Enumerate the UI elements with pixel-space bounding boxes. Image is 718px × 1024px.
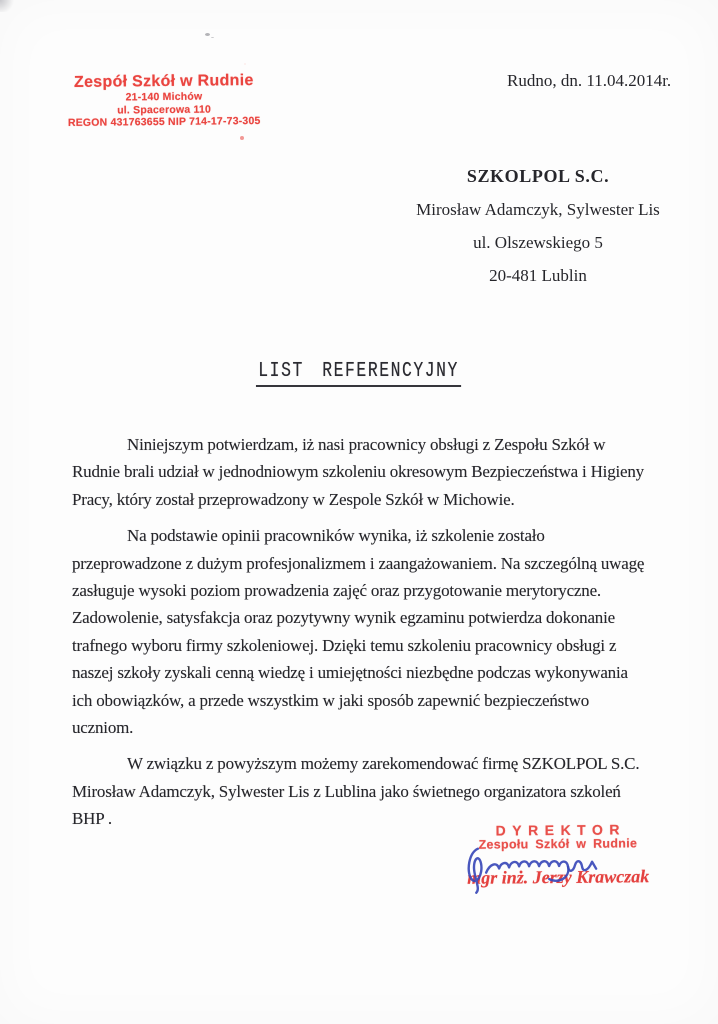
recipient-company: SZKOLPOL S.C. (466, 166, 610, 186)
recipient-street: ul. Olszewskiego 5 (473, 233, 603, 252)
sender-stamp (44, 71, 285, 130)
sender-stamp-org: Zespół Szkół w Rudnie (73, 72, 254, 91)
letter-title-row (0, 360, 718, 387)
scan-artifact-corner (0, 0, 16, 12)
paragraph-2: Na podstawie opinii pracowników wynika, iż szkolenie zostało przeprowadzone z dużym profesjonalizmem i zaangażowaniem. Na szczególną uwagę zasługuje wysoki poziom prowadzenia zajęć oraz przygotowanie merytoryczne. Zadowolenie, satysfakcja oraz pozytywny wynik egzaminu potwierdza dokonanie trafnego wyboru firmy szkoleniowej. Dzięki temu szkoleniu pracownicy obsługi z naszej szkoły zyskali cenną wiedzę i umiejętności niezbędne podczas wykonywania ich obowiązków, a przede wszystkim w jaki sposób zapewnić bezpieczeństwo uczniom. (72, 526, 645, 738)
sender-stamp-city: 21-140 Michów (125, 90, 203, 104)
sender-stamp-street: ul. Spacerowa 110 (117, 103, 212, 116)
letter-title: LIST REFERENCYJNY (256, 360, 461, 387)
paragraph-3: W związku z powyższym możemy zarekomendować firmę SZKOLPOL S.C. Mirosław Adamczyk, Sylwester Lis z Lublina jako świetnego organizatora szkoleń BHP . (72, 754, 640, 829)
paragraph-1: Niniejszym potwierdzam, iż nasi pracownicy obsługi z Zespołu Szkół w Rudnie brali udział w jednodniowym szkoleniu okresowym Bezpieczeństwa i Higieny Pracy, który został przeprowadzony w Zespole Szkół w Michowie. (72, 435, 644, 509)
scan-speck-gray (205, 33, 210, 36)
dateline: Rudno, dn. 11.04.2014r. (507, 71, 672, 90)
recipient-people: Mirosław Adamczyk, Sylwester Lis (416, 200, 660, 219)
recipient-block (388, 160, 688, 292)
sender-stamp-registry: REGON 431763655 NIP 714-17-73-305 (67, 114, 261, 130)
signature-role-stamp: DYREKTOR (495, 821, 627, 839)
recipient-city: 20-481 Lublin (489, 266, 587, 285)
signature-org-stamp: Zespołu Szkół w Rudnie (478, 836, 638, 852)
letter-body (72, 431, 649, 842)
signature-block (438, 821, 679, 889)
scan-speck-red (240, 136, 244, 140)
signatory-name: mgr inż. Jerzy Krawczak (467, 866, 650, 888)
